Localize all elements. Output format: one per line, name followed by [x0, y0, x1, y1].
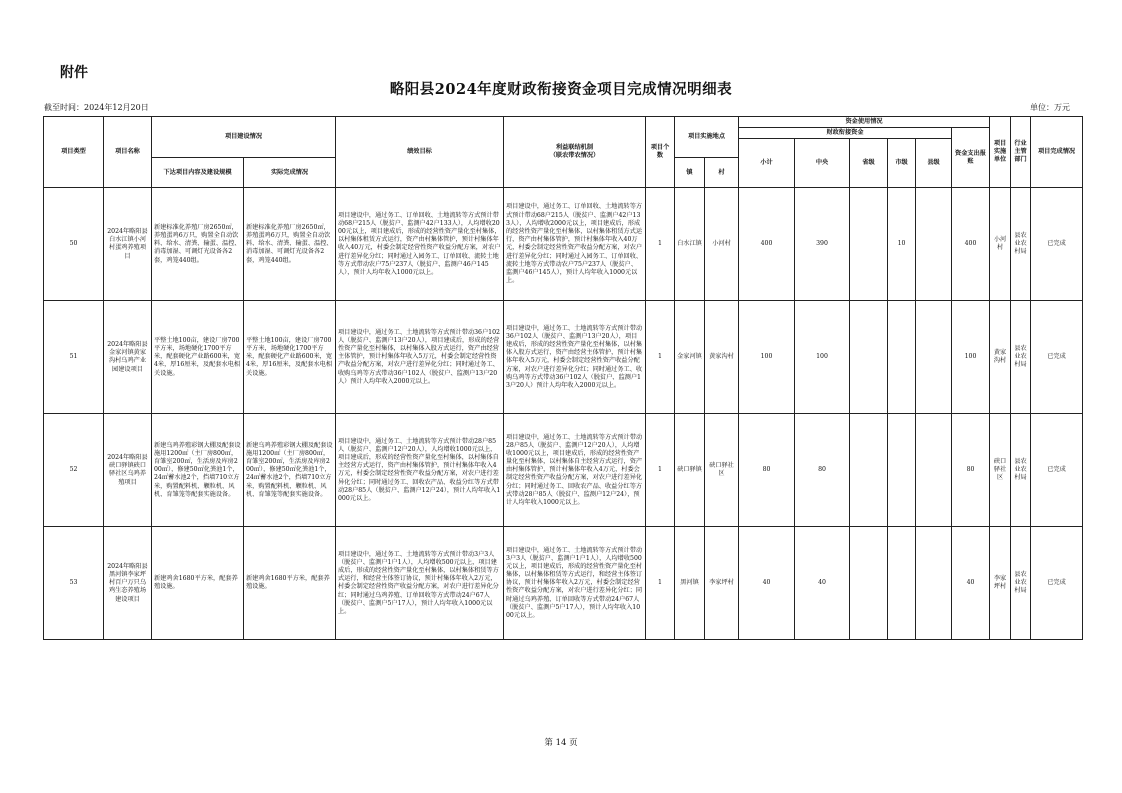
- header-fiscal-funds: 财政衔接资金: [739, 128, 952, 139]
- cell-impl-unit: 小河村: [990, 188, 1011, 301]
- header-reimbursed: 资金支出报账: [952, 128, 990, 188]
- cell-name: 2024年略阳县金家河镇黄家沟村乌鸡产业园建设项目: [104, 301, 152, 414]
- cell-status: 已完成: [1031, 301, 1083, 414]
- cell-village: 李家坪村: [705, 527, 739, 640]
- cell-town: 金家河镇: [675, 301, 705, 414]
- header-impl-unit: 项目实施单位: [990, 117, 1011, 188]
- cell-village: 小河村: [705, 188, 739, 301]
- cell-benefit: 项目建设中，通过务工、土地流转等方式预计带动36户102人（脱贫户、监测户13户20人），项目建成后，形成的经营性资产量化至村集体，以村集体入股方式运行，资产由经营主体管护，预计村集体年收入5万元，村委会制定经营性资产收益分配方案，对农户进行差异化分红；同时通过务工、收购乌鸡等方式带动36户102人（脱贫户、监测户13户20人）预计人均年收入2000元以上。: [504, 301, 646, 414]
- cell-dept: 县农业农村局: [1011, 188, 1031, 301]
- table-row: [44, 414, 1083, 527]
- cell-dept: 县农业农村局: [1011, 527, 1031, 640]
- cell-benefit: 项目建设中，通过务工、土地流转等方式预计带动3户3人（脱贫户、监测户1户1人），人均增收500元以上，项目建成后，形成的经营性资产量化至村集体，以村集体租赁等方式运行，和经营主体签订协议，预计村集体年收入2万元，村委会制定经营性资产收益分配方案，对农户进行差异化分红；同时通过乌鸡养殖、订单回收等方式带动24户67人（脱贫户、监测户5户17人），预计人均年收入1000元以上。: [504, 527, 646, 640]
- table-row: [44, 527, 1083, 640]
- cell-reimbursed: 100: [952, 301, 990, 414]
- header-actual-completion: 实际完成情况: [244, 158, 336, 188]
- cell-actual: 新建鸡舍1680平方米，配套养殖设施。: [244, 527, 336, 640]
- page-number: 第 14 页: [544, 738, 578, 748]
- cell-village: 硖口驿社区: [705, 414, 739, 527]
- table-row: [44, 301, 1083, 414]
- cell-count: 1: [646, 301, 675, 414]
- cell-central: 390: [795, 188, 850, 301]
- cell-dept: 县农业农村局: [1011, 301, 1031, 414]
- header-project-type: 项目类型: [44, 117, 104, 188]
- cell-subtotal: 80: [739, 414, 795, 527]
- cell-benefit: 项目建设中，通过务工、土地流转等方式预计带动28户85人（脱贫户、监测户12户20人），人均增收1000元以上，项目建成后，形成的经营性资产量化至村集体，以村集体自主经营方式运行，资产由村集体管护，预计村集体年收入4万元，村委会制定经营性资产收益分配方案，对农户进行差异化分红；同时通过务工、回收农产品、收益分红等方式带动28户85人（脱贫户、监测户12户24），预计人均年收入1000元以上。: [504, 414, 646, 527]
- cell-performance: 项目建设中，通过务工、订单回收、土地流转等方式预计带动68户215人（脱贫户、监测户42户133人），人均增收2000元以上，项目建成后，形成的经营性资产量化至村集体，以村集体租赁方式运行，资产由村集体管护，预计村集体年收入40万元，村委会制定经营性资产收益分配方案，对农户进行差异化分红；同时通过入园务工、订单回收、流转土地等方式带动农户75户237人（脱贫户、监测户46户145人），预计人均年收入1000元以上。: [336, 188, 504, 301]
- header-project-name: 项目名称: [104, 117, 152, 188]
- cell-actual: 平整土地100亩，建设厂房700平方米，场地硬化1700平方米，配套硬化产业路600米，宽4米，厚16厘米，及配套水电相关设施。: [244, 301, 336, 414]
- cell-performance: 项目建设中，通过务工、土地流转等方式预计带动36户102人（脱贫户、监测户13户20人），项目建成后，形成的经营性资产量化至村集体，以村集体入股方式运行，资产由经营主体管护，预计村集体年收入5万元，村委会制定经营性资产收益分配方案，对农户进行差异化分红；同时通过务工、收购乌鸡等方式带动36户102人（脱贫户、监测户13户20人）预计人均年收入2000元以上。: [336, 301, 504, 414]
- cell-city: [888, 414, 916, 527]
- cell-actual: 新建标准化养殖厂房2650㎡，养殖蛋鸡6万只，购置全自动饮料、给水、清粪、输蛋、温控、消毒加湿、可调灯光设备各2套，鸡笼440组。: [244, 188, 336, 301]
- header-benefit-line2: （联农带农情况）: [549, 152, 600, 160]
- attachment-label: 附件: [60, 65, 88, 81]
- header-provincial: 省级: [850, 139, 888, 188]
- page-title: 略阳县2024年度财政衔接资金项目完成情况明细表: [389, 81, 733, 98]
- cell-county: [916, 188, 952, 301]
- cell-provincial: [850, 527, 888, 640]
- cell-count: 1: [646, 414, 675, 527]
- cell-city: [888, 301, 916, 414]
- header-county: 县级: [916, 139, 952, 188]
- cell-benefit: 项目建设中，通过务工、订单回收、土地流转等方式预计带动68户215人（脱贫户、监测户42户133人），人均增收2000元以上，项目建成后，形成的经营性资产量化至村集体，以村集体租赁方式运行，资产由村集体管护，预计村集体年收入40万元，村委会制定经营性资产收益分配方案，对农户进行差异化分红；同时通过入园务工、订单回收、流转土地等方式带动农户75户237人（脱贫户、监测户46户145人），预计人均年收入1000元以上。: [504, 188, 646, 301]
- cell-central: 100: [795, 301, 850, 414]
- table-row: [44, 188, 1083, 301]
- header-central: 中央: [795, 139, 850, 188]
- cell-provincial: [850, 188, 888, 301]
- cell-status: 已完成: [1031, 527, 1083, 640]
- header-status: 项目完成情况: [1031, 117, 1083, 188]
- cell-provincial: [850, 414, 888, 527]
- cell-reimbursed: 80: [952, 414, 990, 527]
- cell-count: 1: [646, 527, 675, 640]
- header-performance: 绩效目标: [336, 117, 504, 188]
- cell-provincial: [850, 301, 888, 414]
- cell-city: [888, 527, 916, 640]
- cell-planned: 新建标准化养殖厂房2650㎡，养殖蛋鸡6万只，购置全自动饮料、给水、清粪、输蛋、温控、消毒加湿、可调灯光设备各2套，鸡笼440组。: [152, 188, 244, 301]
- cell-type: 51: [44, 301, 104, 414]
- cell-count: 1: [646, 188, 675, 301]
- cell-town: 白水江镇: [675, 188, 705, 301]
- cell-town: 硖口驿镇: [675, 414, 705, 527]
- project-table: [43, 116, 1083, 640]
- cell-village: 黄家沟村: [705, 301, 739, 414]
- cell-performance: 项目建设中，通过务工、土地流转等方式预计带动28户85人（脱贫户、监测户12户20人），人均增收1000元以上，项目建成后，形成的经营性资产量化至村集体，以村集体自主经营方式运行，资产由村集体管护，预计村集体年收入4万元，村委会制定经营性资产收益分配方案，对农户进行差异化分红；同时通过务工、回收农产品、收益分红等方式带动28户85人（脱贫户、监测户12户24），预计人均年收入1000元以上。: [336, 414, 504, 527]
- cell-type: 53: [44, 527, 104, 640]
- cell-subtotal: 40: [739, 527, 795, 640]
- unit-label: 单位：万元: [1030, 103, 1070, 112]
- cell-impl-unit: 李家坪村: [990, 527, 1011, 640]
- header-village: 村: [705, 158, 739, 188]
- header-dept: 行业主管部门: [1011, 117, 1031, 188]
- cell-name: 2024年略阳县黑河镇李家坪村百户万只乌鸡生态养殖场建设项目: [104, 527, 152, 640]
- cell-central: 80: [795, 414, 850, 527]
- cell-city: 10: [888, 188, 916, 301]
- header-project-count: 项目个数: [646, 117, 675, 188]
- cell-reimbursed: 400: [952, 188, 990, 301]
- cell-county: [916, 301, 952, 414]
- cell-type: 52: [44, 414, 104, 527]
- header-city: 市级: [888, 139, 916, 188]
- cell-actual: 新建乌鸡养殖彩钢大棚及配套设施用1200㎡（主厂房800㎡，育雏室200㎡，生活房及库房200㎡），修建50㎡化粪池1个，24㎡蓄水池2个，挡墙710立方米，购置配料机、颗粒机、风机、育雏笼等配套实施设备。: [244, 414, 336, 527]
- cell-planned: 新建乌鸡养殖彩钢大棚及配套设施用1200㎡（主厂房800㎡，育雏室200㎡，生活房及库房200㎡），修建50㎡化粪池1个，24㎡蓄水池2个，挡墙710立方米，购置配料机、颗粒机、风机、育雏笼等配套实施设备。: [152, 414, 244, 527]
- header-construction: 项目建设情况: [152, 117, 336, 158]
- cell-dept: 县农业农村局: [1011, 414, 1031, 527]
- cell-subtotal: 400: [739, 188, 795, 301]
- cell-impl-unit: 硖口驿社区: [990, 414, 1011, 527]
- cell-central: 40: [795, 527, 850, 640]
- cell-reimbursed: 40: [952, 527, 990, 640]
- cell-planned: 新建鸡舍1680平方米，配套养殖设施。: [152, 527, 244, 640]
- header-benefit: [504, 117, 646, 188]
- cell-name: 2024年略阳县硖口驿镇硖口驿社区乌鸡养殖项目: [104, 414, 152, 527]
- cell-status: 已完成: [1031, 188, 1083, 301]
- header-subtotal: 小计: [739, 139, 795, 188]
- cell-county: [916, 527, 952, 640]
- header-planned-content: 下达项目内容及建设规模: [152, 158, 244, 188]
- cell-performance: 项目建设中，通过务工、土地流转等方式预计带动3户3人（脱贫户、监测户1户1人），人均增收500元以上，项目建成后，形成的经营性资产量化至村集体，以村集体租赁等方式运行，和经营主体签订协议，预计村集体年收入2万元，村委会制定经营性资产收益分配方案，对农户进行差异化分红；同时通过乌鸡养殖、订单回收等方式带动24户67人（脱贫户、监测户5户17人），预计人均年收入1000元以上。: [336, 527, 504, 640]
- cell-type: 50: [44, 188, 104, 301]
- cell-county: [916, 414, 952, 527]
- header-location: 项目实施地点: [675, 117, 739, 158]
- header-fund-usage: 资金使用情况: [739, 117, 990, 128]
- cell-planned: 平整土地100亩，建设厂房700平方米，场地硬化1700平方米，配套硬化产业路600米，宽4米，厚16厘米，及配套水电相关设施。: [152, 301, 244, 414]
- cell-name: 2024年略阳县白水江镇小河村蛋鸡养殖项目: [104, 188, 152, 301]
- header-town: 镇: [675, 158, 705, 188]
- cell-subtotal: 100: [739, 301, 795, 414]
- cutoff-date: 截至时间：2024年12月20日: [44, 103, 149, 112]
- cell-town: 黑河镇: [675, 527, 705, 640]
- header-benefit-line1: 利益联结机制: [555, 144, 594, 151]
- cell-status: 已完成: [1031, 414, 1083, 527]
- cell-impl-unit: 黄家沟村: [990, 301, 1011, 414]
